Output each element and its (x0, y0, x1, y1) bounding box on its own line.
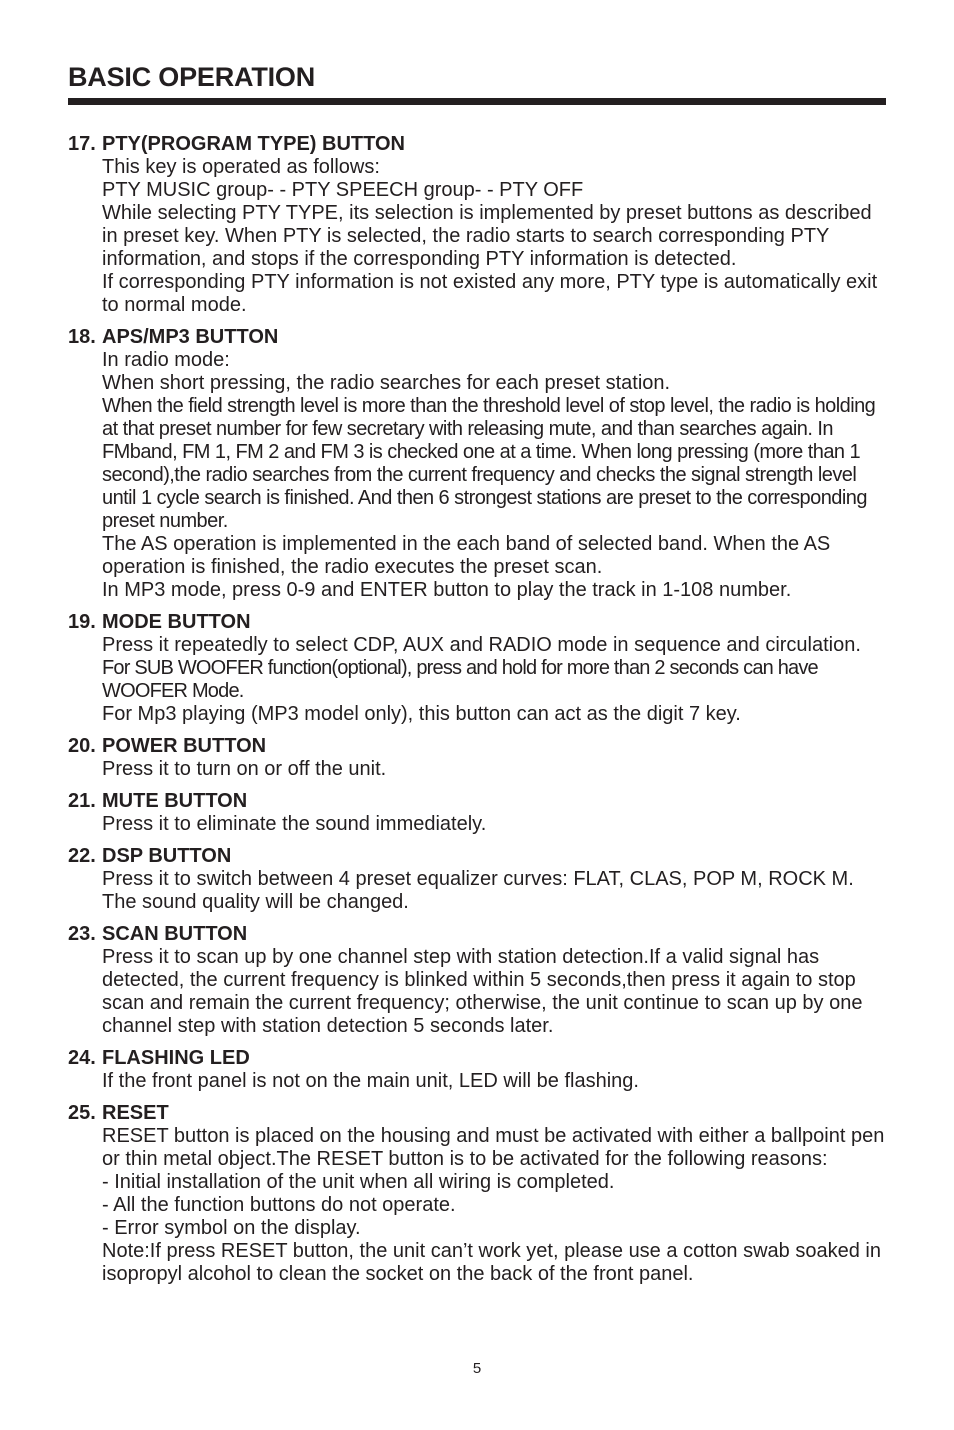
section-body (102, 1125, 888, 1286)
section-line: While selecting PTY TYPE, its selection is implemented by preset buttons as described in preset key. When PTY is selected, the radio starts to search corresponding PTY information, and stops if the corresponding PTY information is detected. (102, 202, 872, 270)
section-line: This key is operated as follows: (102, 156, 380, 178)
section-number: 25. (68, 1102, 96, 1124)
section-line: Note:If press RESET button, the unit can’t work yet, please use a cotton swab soaked in isopropyl alcohol to clean the socket on the back of the front panel. (102, 1240, 881, 1285)
section-line: - Error symbol on the display. (102, 1217, 361, 1239)
section-heading (68, 845, 888, 868)
section-line: Press it to turn on or off the unit. (102, 758, 387, 780)
section-power-button (68, 735, 888, 781)
section-heading (68, 326, 888, 349)
section-title: MUTE BUTTON (102, 790, 248, 812)
section-pty-button (68, 133, 888, 317)
section-line: Press it repeatedly to select CDP, AUX and RADIO mode in sequence and circulation. (102, 634, 861, 656)
section-line: When short pressing, the radio searches for each preset station. (102, 372, 671, 394)
section-heading (68, 735, 888, 758)
section-number: 21. (68, 790, 96, 812)
section-line: PTY MUSIC group- - PTY SPEECH group- - PTY OFF (102, 179, 584, 201)
section-line: RESET button is placed on the housing and must be activated with either a ballpoint pen or thin metal object.The RESET button is to be activated for the following reasons: (102, 1125, 885, 1170)
section-body (102, 758, 888, 781)
section-heading (68, 1047, 888, 1070)
page-title: BASIC OPERATION (68, 62, 316, 92)
section-line: If the front panel is not on the main unit, LED will be flashing. (102, 1070, 639, 1092)
section-number: 23. (68, 923, 96, 945)
section-line: Press it to switch between 4 preset equalizer curves: FLAT, CLAS, POP M, ROCK M. The sound quality will be changed. (102, 868, 854, 913)
section-scan-button (68, 923, 888, 1038)
section-body (102, 634, 888, 726)
instruction-list (68, 133, 888, 1295)
section-heading (68, 1102, 888, 1125)
section-heading (68, 923, 888, 946)
section-line: - Initial installation of the unit when all wiring is completed. (102, 1171, 615, 1193)
section-mute-button (68, 790, 888, 836)
section-flashing-led (68, 1047, 888, 1093)
section-heading (68, 790, 888, 813)
section-body (102, 349, 888, 602)
section-mode-button (68, 611, 888, 726)
section-number: 18. (68, 326, 96, 348)
section-aps-mp3-button (68, 326, 888, 602)
section-number: 19. (68, 611, 96, 633)
section-line: The AS operation is implemented in the each band of selected band. When the AS operation is finished, the radio executes the preset scan. (102, 533, 831, 578)
page-number: 5 (472, 1360, 482, 1377)
section-line: For SUB WOOFER function(optional), press and hold for more than 2 seconds can have WOOFER Mode. (102, 657, 818, 702)
section-title: DSP BUTTON (102, 845, 232, 867)
section-line: For Mp3 playing (MP3 model only), this button can act as the digit 7 key. (102, 703, 741, 725)
section-number: 22. (68, 845, 96, 867)
section-number: 24. (68, 1047, 96, 1069)
title-underline (68, 98, 886, 105)
section-line: - All the function buttons do not operate. (102, 1194, 456, 1216)
section-dsp-button (68, 845, 888, 914)
section-title: FLASHING LED (102, 1047, 250, 1069)
section-line: In MP3 mode, press 0-9 and ENTER button to play the track in 1-108 number. (102, 579, 792, 601)
section-reset (68, 1102, 888, 1286)
section-title: POWER BUTTON (102, 735, 267, 757)
section-body (102, 156, 888, 317)
section-title: RESET (102, 1102, 169, 1124)
section-line: When the field strength level is more than the threshold level of stop level, the radio is holding at that preset number for few secretary with releasing mute, and than searches again. In FMband, FM 1, FM 2 and FM 3 is checked one at a time. When long pressing (more than 1 second),the radio searches from the current frequency and checks the signal strength level until 1 cycle search is finished. And then 6 strongest stations are preset to the corresponding preset number. (102, 395, 876, 532)
section-number: 20. (68, 735, 96, 757)
section-title: MODE BUTTON (102, 611, 251, 633)
section-line: Press it to scan up by one channel step with station detection.If a valid signal has detected, the current frequency is blinked within 5 seconds,then press it again to stop scan and remain the current frequency; otherwise, the unit continue to scan up by one channel step with station detection 5 seconds later. (102, 946, 863, 1037)
section-title: PTY(PROGRAM TYPE) BUTTON (102, 133, 405, 155)
section-body (102, 868, 888, 914)
section-heading (68, 611, 888, 634)
section-title: SCAN BUTTON (102, 923, 248, 945)
section-line: If corresponding PTY information is not existed any more, PTY type is automatically exit to normal mode. (102, 271, 878, 316)
section-number: 17. (68, 133, 96, 155)
section-title: APS/MP3 BUTTON (102, 326, 279, 348)
section-line: Press it to eliminate the sound immediately. (102, 813, 487, 835)
section-body (102, 946, 888, 1038)
section-heading (68, 133, 888, 156)
section-body (102, 1070, 888, 1093)
section-line: In radio mode: (102, 349, 230, 371)
section-body (102, 813, 888, 836)
